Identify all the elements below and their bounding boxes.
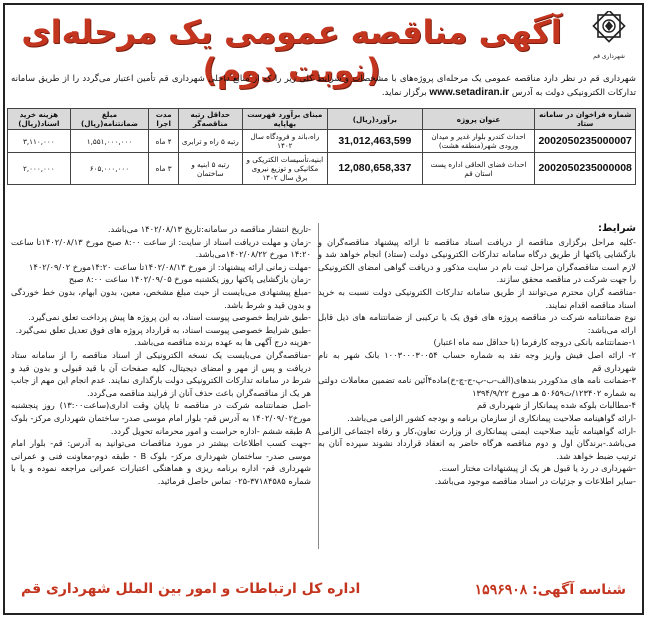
doc-cost: ۲,۰۰۰,۰۰۰ xyxy=(8,153,71,185)
condition-item: -کلیه مراحل برگزاری مناقصه از دریافت اسناد مناقصه تا ارائه پیشنهاد مناقصه‌گران و بازگشایی پاکتها از طریق درگاه سامانه تدارکات الکترونیکی دولت (ستاد) انجام خواهد شد و لازم است مناقصه‌گران مراحل ثبت نام در سایت مذکور و دریافت گواهی امضای الکترونیکی را جهت شرکت در مناقصه محقق سازند. xyxy=(318,236,636,285)
notice-code-value: ۱۵۹۶۹۰۸ xyxy=(474,581,528,597)
project-title: احداث کندرو بلوار غدیر و میدان ورودی شهر(منطقه هشت) xyxy=(422,130,535,153)
date-item: -مبلغ پیشنهادی می‌بایست از حیث مبلغ مشخص، معین، بدون ابهام، بدون خط خوردگی و بدون قید و شرط باشد. xyxy=(11,286,311,310)
logo-caption: شهرداری قم xyxy=(593,53,625,60)
grade: رتبه ۵ راه و ترابری xyxy=(178,130,242,153)
guarantee: ۱,۵۵۱,۰۰۰,۰۰۰ xyxy=(70,130,149,153)
notice-code xyxy=(475,581,626,598)
intro-text: شهرداری قم در نظر دارد مناقصه عمومی یک مرحله‌ای پروژه‌های با مشخصات و شرایط کلی زیر را که از منابع داخلی شهرداری قم تأمین اعتبار می‌گردد را از طریق سامانه تدارکات الکترونیکی دولت به آدرس xyxy=(11,74,636,98)
condition-item: ۲- ارائه اصل فیش واریز وجه نقد به شماره حساب ۱۰۰۳۰۰۰۳۰۰۵۴ بانک شهر به نام شهرداری قم xyxy=(318,349,636,373)
estimate: 31,012,463,599 xyxy=(328,130,423,153)
dates-column xyxy=(11,223,311,487)
body-columns xyxy=(11,223,636,559)
intro-text-end: برگزار نماید. xyxy=(381,88,427,98)
projects-table xyxy=(7,108,636,185)
table-row xyxy=(8,153,636,185)
col-duration: مدت اجرا xyxy=(149,109,179,130)
condition-item: ۴-مطالبات بلوکه شده پیمانکار از شهرداری قم xyxy=(476,400,636,411)
col-call-number: شماره فراخوان در سامانه ستاد xyxy=(535,109,636,130)
date-item: -مناقصه‌گران می‌بایست یک نسخه الکترونیکی از اسناد مناقصه را از سامانه ستاد دریافت و پس از مهر و امضای دیجیتال، کلیه صفحات آن با قید قبولی و بدون قید و شرط در سامانه تدارکات الکترونیکی دولت بارگذاری نمایند. عدم انجام این مهم از جانب هر یک از مناقصه‌گران باعث حذف آنان از فرایند مناقصه می‌گردد. xyxy=(11,349,311,398)
date-item: -هزینه درج آگهی ها به عهده برنده مناقصه می‌باشد. xyxy=(134,337,311,348)
date-item: -طبق شرایط خصوصی پیوست اسناد، به قرارداد پروژه های فوق تعدیل تعلق نمی‌گیرد. xyxy=(15,324,311,335)
condition-item: -ارائه گواهینامه تأیید صلاحیت ایمنی پیمانکاری از وزارت تعاون،کار و رفاه اجتماعی الزامی می‌باشد.-برندگان اول و دوم مناقصه هرگاه حاضر به انعقاد قرارداد نشوند سپرده آنان به ترتیب ضبط خواهد شد. xyxy=(318,425,636,461)
condition-item: ۳-ضمانت نامه های مذکوردر بندهای(الف-ب-پ-ج-چ-خ)ماده۴آئین نامه تضمین معاملات دولتی به شماره ۱۲۳۴۰۲/ت۵۰۶۵۹ هـ مورخ ۱۳۹۴/۹/۲۲ xyxy=(318,375,636,398)
estimate: 12,080,658,337 xyxy=(328,153,423,185)
footer xyxy=(11,573,636,607)
grade: رتبه ۵ ابنیه و ساختمان xyxy=(178,153,242,185)
date-item: -زمان و مهلت دریافت اسناد از سایت: از ساعت ۸:۰۰ صبح مورخ ۱۴۰۲/۰۸/۱۳تا ساعت ۱۴:۲۰ مورخ ۱۴۰۲/۰۸/۲۲می‌باشد. xyxy=(11,236,311,260)
duration: ۴ ماه xyxy=(149,130,179,153)
date-item: -زمان بازگشایی پاکتها روز یکشنبه مورخ ۱۴۰۲/۰۹/۰۵ ساعت ۸:۰۰ صبح xyxy=(68,274,311,285)
col-basis: مبنای برآورد فهرست بهاپایه xyxy=(242,109,328,130)
date-item: -مهلت زمانی ارائه پیشنهاد: از مورخ ۱۴۰۲/۰۸/۱۳تا ساعت ۱۴:۲۰مورخ ۱۴۰۲/۰۹/۰۲ xyxy=(28,261,311,272)
condition-item: -مناقصه گران محترم می‌توانند از طریق سامانه تدارکات الکترونیکی دولت نسبت به خرید اسناد مناقصه اقدام نمایند. xyxy=(318,286,636,310)
col-grade: حداقل رتبه مناقصه‌گر xyxy=(178,109,242,130)
date-item: -جهت کسب اطلاعات بیشتر در مورد مناقصات می‌توانید به آدرس: قم- بلوار امام موسی صدر- ساختمان شهرداری مرکز- بلوک B - طبقه دوم-معاونت فنی و عمرانی شهرداری قم- اداره برنامه ریزی و هماهنگی اعتبارات عمرانی مراجعه نموده و یا با شماره ۳۷۱۸۴۵۸۵-۰۲۵ تماس حاصل فرمائید. xyxy=(11,438,311,486)
page-title: آگهی مناقصه عمومی یک مرحله‌ای (نوبت دوم) xyxy=(21,13,562,89)
guarantee: ۶۰۵,۰۰۰,۰۰۰ xyxy=(70,153,149,185)
conditions-column xyxy=(318,223,636,487)
table-row xyxy=(8,130,636,153)
date-item: -طبق شرایط خصوصی پیوست اسناد، به این پروژه ها پیش پرداخت تعلق نمی‌گیرد. xyxy=(28,312,311,323)
col-doc-cost: هزینه خرید اسناد(ریال) xyxy=(8,109,71,130)
organization-name: اداره کل ارتباطات و امور بین الملل شهرداری قم xyxy=(21,581,361,597)
condition-item: -شهرداری در رد یا قبول هر یک از پیشنهادات مختار است. xyxy=(438,463,636,474)
intro-paragraph xyxy=(11,73,636,100)
doc-cost: ۳,۱۱۰,۰۰۰ xyxy=(8,130,71,153)
notice-code-label: شناسه آگهی: xyxy=(532,582,626,598)
project-title: احداث فضای الحاقی اداره پست استان قم xyxy=(422,153,535,185)
col-project: عنوان پروژه xyxy=(422,109,535,130)
basis: ابنیه،تأسیسات الکتریکی و مکانیکی و توزیع نیروی برق سال ۱۴۰۲ xyxy=(242,153,328,185)
website-link[interactable]: www.setadiran.ir xyxy=(429,87,510,98)
col-guarantee: مبلغ ضمانتنامه(ریال) xyxy=(70,109,149,130)
condition-item: ۱-ضمانتنامه بانکی دروجه کارفرما (با حداقل سه ماه اعتبار) xyxy=(433,337,636,348)
condition-item: نوع ضمانتنامه شرکت در مناقصه پروژه های فوق یک یا ترکیبی از ضمانتنامه های ذیل قابل ارائه می‌باشد: xyxy=(318,312,636,335)
condition-item: -سایر اطلاعات و جزئیات در اسناد مناقصه موجود می‌باشد. xyxy=(434,475,636,486)
duration: ۳ ماه xyxy=(149,153,179,185)
call-number: 2002050235000007 xyxy=(535,130,636,153)
conditions-title: شرایط: xyxy=(598,223,636,234)
table-header-row xyxy=(8,109,636,130)
call-number: 2002050235000008 xyxy=(535,153,636,185)
date-item: -تاریخ انتشار مناقصه در سامانه:تاریخ ۱۴۰۲/۰۸/۱۳ می‌باشد. xyxy=(107,224,311,234)
basis: راه،باند و فرودگاه سال ۱۴۰۲ xyxy=(242,130,328,153)
condition-item: -ارائه گواهینامه صلاحیت پیمانکاری از سازمان برنامه و بودجه کشور الزامی می‌باشد. xyxy=(347,412,636,423)
col-estimate: برآورد(ریال) xyxy=(328,109,423,130)
date-item: -اصل ضمانتنامه شرکت در مناقصه تا پایان وقت اداری(ساعت۱۳:۰۰) روز پنجشنبه مورخ۱۴۰۲/۰۹/۰۲ به آدرس قم- بلوار امام موسی صدر- ساختمان شهرداری مرکز- بلوک A طبقه ششم -اداره حراست و امور محرمانه تحویل گردد. xyxy=(11,400,312,436)
tender-notice xyxy=(3,3,644,615)
